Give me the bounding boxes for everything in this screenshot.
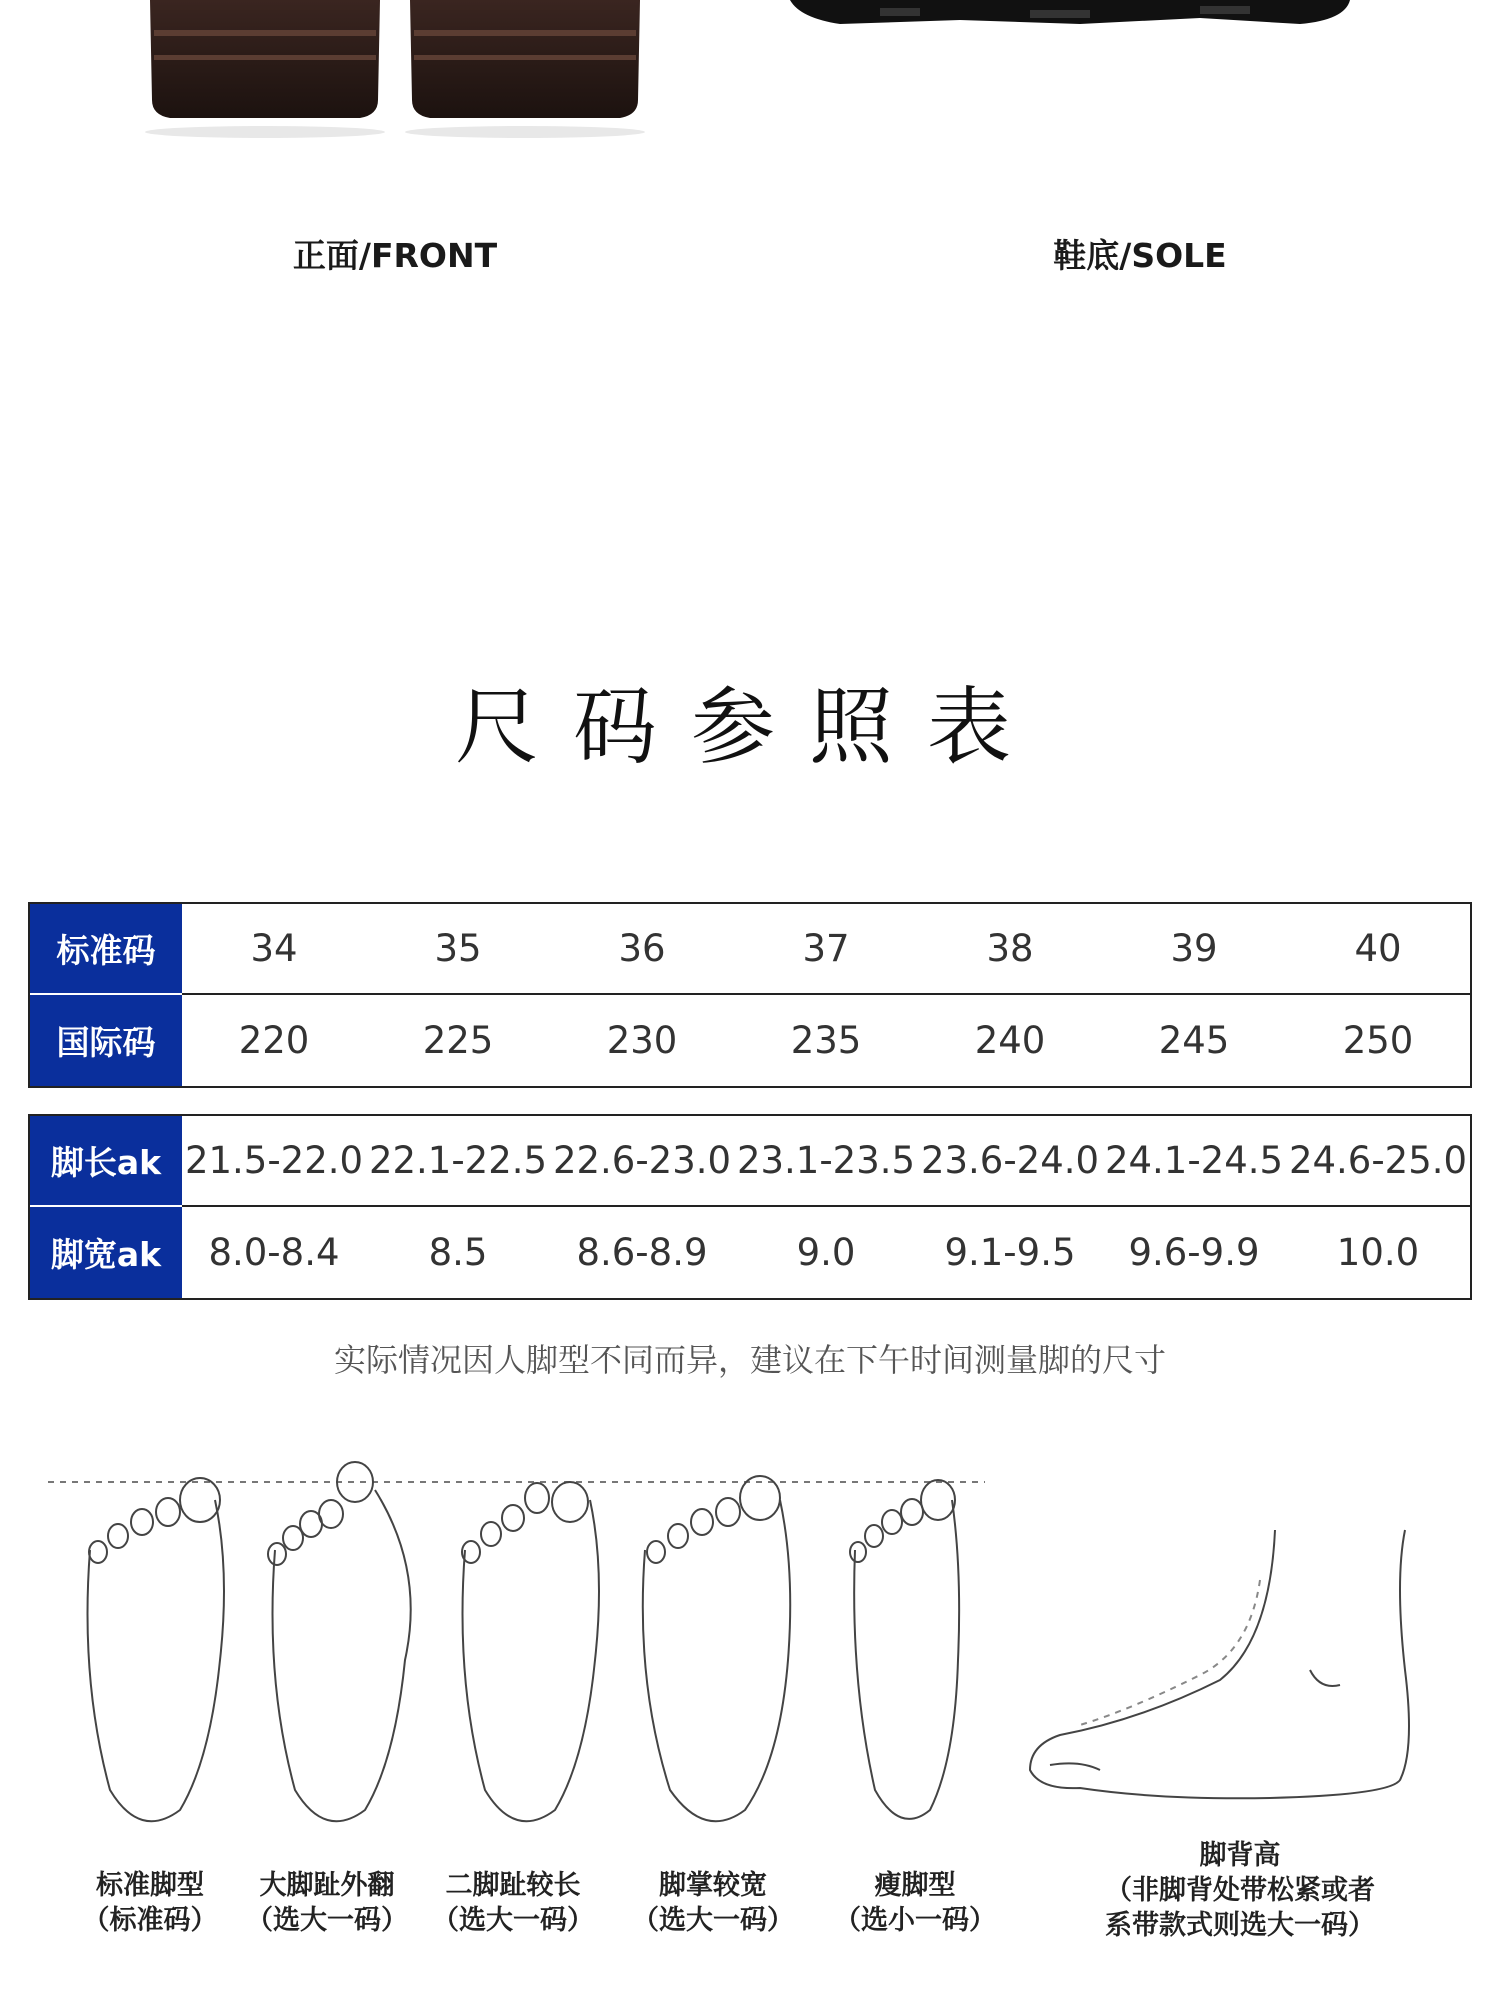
table-cell: 10.0: [1336, 1231, 1420, 1274]
foot-type-caption: [820, 1868, 1010, 1938]
size-table-measurements: [28, 1114, 1472, 1300]
table-cell: 230: [606, 1019, 678, 1062]
table-cell: 22.1-22.5: [366, 1116, 550, 1207]
table-cell: 24.1-24.5: [1102, 1116, 1286, 1207]
table-cell: 38: [918, 904, 1102, 995]
foot-type-caption: [618, 1868, 808, 1938]
front-view-label: 正面/FRONT: [292, 236, 498, 275]
caption-line: 瘦脚型: [874, 1870, 956, 1901]
caption-line: 脚掌较宽: [659, 1870, 767, 1901]
row-header-foot-width: 脚宽ak: [30, 1207, 182, 1298]
table-cell: 250: [1342, 1019, 1414, 1062]
table-cell: 235: [790, 1019, 862, 1062]
foot-types-illustration: [40, 1460, 1000, 1860]
table-cell: 9.0: [796, 1231, 856, 1274]
instep-illustration: [1020, 1520, 1440, 1820]
table-cell: 8.6-8.9: [576, 1231, 708, 1274]
shoe-sole-photo: [780, 0, 1360, 30]
table-cell: 9.1-9.5: [944, 1231, 1076, 1274]
table-cell: 8.5: [428, 1231, 488, 1274]
caption-line: （标准码）: [82, 1905, 218, 1937]
caption-line: 标准脚型: [96, 1870, 204, 1901]
measurement-note: 实际情况因人脚型不同而异，建议在下午时间测量脚的尺寸: [333, 1341, 1166, 1379]
shoe-front-photo: [140, 0, 650, 140]
table-cell: 21.5-22.0: [182, 1116, 366, 1207]
caption-line: （非脚背处带松紧或者: [1105, 1875, 1375, 1907]
table-cell: 22.6-23.0: [550, 1116, 734, 1207]
caption-line: 二脚趾较长: [445, 1870, 581, 1901]
table-cell: 8.0-8.4: [208, 1231, 340, 1274]
caption-line: （选小一码）: [834, 1905, 996, 1937]
table-cell: 24.6-25.0: [1286, 1116, 1470, 1207]
caption-line: 脚背高: [1199, 1840, 1281, 1871]
table-cell: 245: [1158, 1019, 1230, 1062]
caption-line: （选大一码）: [432, 1905, 594, 1937]
table-cell: 23.6-24.0: [918, 1116, 1102, 1207]
table-cell: 220: [238, 1019, 310, 1062]
size-table-codes: [28, 902, 1472, 1088]
table-cell: 23.1-23.5: [734, 1116, 918, 1207]
caption-line: 大脚趾外翻: [259, 1870, 395, 1901]
size-chart-title: 尺码参照表: [454, 678, 1045, 776]
sole-view-label: 鞋底/SOLE: [1053, 236, 1227, 275]
row-header-foot-length: 脚长ak: [30, 1116, 182, 1207]
foot-type-caption: [418, 1868, 608, 1938]
table-cell: 37: [734, 904, 918, 995]
caption-line: （选大一码）: [246, 1905, 408, 1937]
caption-line: 系带款式则选大一码）: [1105, 1910, 1375, 1942]
table-cell: 36: [550, 904, 734, 995]
foot-type-caption: [60, 1868, 240, 1938]
row-header-standard-size: 标准码: [30, 904, 182, 995]
table-cell: 39: [1102, 904, 1286, 995]
foot-type-caption: [232, 1868, 422, 1938]
table-cell: 225: [422, 1019, 494, 1062]
table-cell: 40: [1286, 904, 1470, 995]
instep-caption: [1060, 1838, 1420, 1943]
table-cell: 35: [366, 904, 550, 995]
row-header-international-size: 国际码: [30, 995, 182, 1086]
table-cell: 240: [974, 1019, 1046, 1062]
table-cell: 34: [182, 904, 366, 995]
caption-line: （选大一码）: [632, 1905, 794, 1937]
table-cell: 9.6-9.9: [1128, 1231, 1260, 1274]
